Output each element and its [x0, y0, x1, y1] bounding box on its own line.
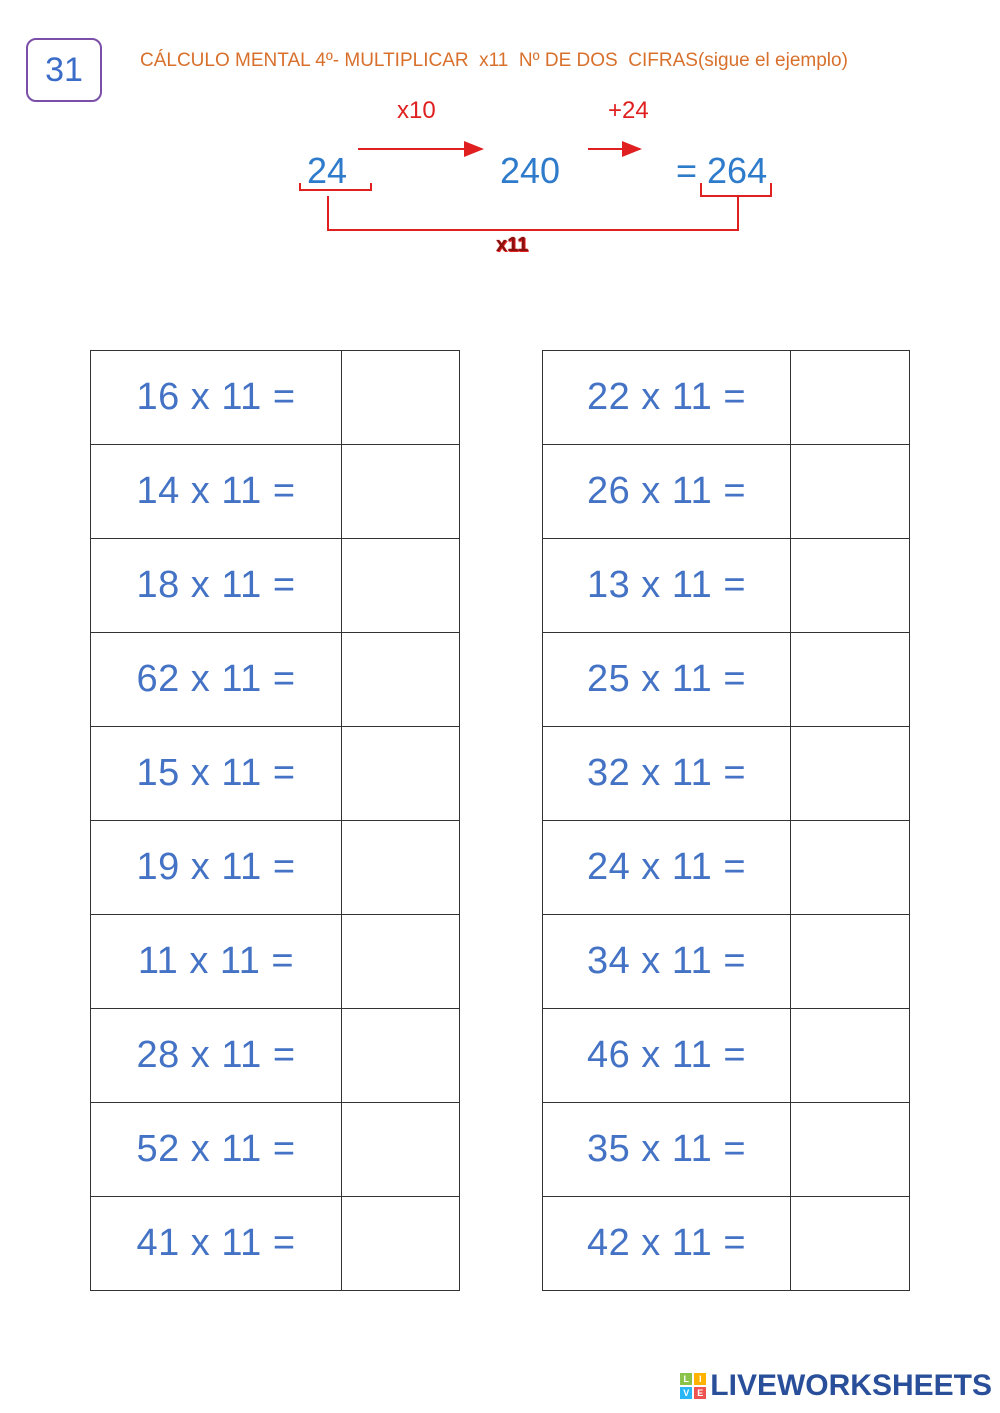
- left-question: 14 x 11 =: [91, 445, 342, 539]
- right-question: 22 x 11 =: [543, 351, 791, 445]
- table-row: [91, 445, 460, 539]
- left-question: 62 x 11 =: [91, 633, 342, 727]
- example-step2-label: +24: [608, 97, 649, 124]
- right-answer-box[interactable]: [791, 727, 909, 820]
- right-answer-cell[interactable]: [791, 445, 910, 539]
- table-row: [543, 445, 910, 539]
- right-answer-box[interactable]: [791, 539, 909, 632]
- example-diagram: [0, 0, 1000, 300]
- left-answer-cell[interactable]: [342, 539, 460, 633]
- left-question: 19 x 11 =: [91, 821, 342, 915]
- right-exercise-table: [542, 350, 910, 1291]
- left-answer-box[interactable]: [342, 351, 459, 444]
- table-row: [91, 351, 460, 445]
- left-question: 41 x 11 =: [91, 1197, 342, 1291]
- left-answer-cell[interactable]: [342, 633, 460, 727]
- left-answer-box[interactable]: [342, 1197, 459, 1290]
- table-row: [543, 633, 910, 727]
- table-row: [91, 727, 460, 821]
- example-overall-label: x11: [496, 234, 529, 256]
- table-row: [543, 727, 910, 821]
- right-answer-box[interactable]: [791, 633, 909, 726]
- table-row: [91, 539, 460, 633]
- left-answer-box[interactable]: [342, 539, 459, 632]
- right-answer-cell[interactable]: [791, 633, 910, 727]
- left-answer-cell[interactable]: [342, 1009, 460, 1103]
- right-question: 25 x 11 =: [543, 633, 791, 727]
- right-answer-box[interactable]: [791, 445, 909, 538]
- right-question: 32 x 11 =: [543, 727, 791, 821]
- example-start: 24: [307, 150, 348, 191]
- page-number: 31: [45, 50, 83, 89]
- table-row: [543, 539, 910, 633]
- left-answer-box[interactable]: [342, 727, 459, 820]
- right-question: 13 x 11 =: [543, 539, 791, 633]
- example-result: = 264: [676, 150, 768, 191]
- right-answer-box[interactable]: [791, 915, 909, 1008]
- table-row: [543, 1197, 910, 1291]
- table-row: [91, 821, 460, 915]
- left-answer-cell[interactable]: [342, 821, 460, 915]
- left-answer-cell[interactable]: [342, 1197, 460, 1291]
- right-answer-cell[interactable]: [791, 821, 910, 915]
- left-answer-box[interactable]: [342, 445, 459, 538]
- worksheet-title: CÁLCULO MENTAL 4º- MULTIPLICAR x11 Nº DE DOS CIFRAS(sigue el ejemplo): [140, 50, 848, 71]
- left-answer-box[interactable]: [342, 915, 459, 1008]
- left-answer-cell[interactable]: [342, 727, 460, 821]
- right-answer-cell[interactable]: [791, 727, 910, 821]
- right-question: 24 x 11 =: [543, 821, 791, 915]
- right-answer-box[interactable]: [791, 351, 909, 444]
- left-exercise-table: [90, 350, 460, 1291]
- left-question: 16 x 11 =: [91, 351, 342, 445]
- right-question: 26 x 11 =: [543, 445, 791, 539]
- right-answer-box[interactable]: [791, 1103, 909, 1196]
- right-answer-cell[interactable]: [791, 351, 910, 445]
- table-row: [91, 633, 460, 727]
- table-row: [543, 915, 910, 1009]
- logo-icon: L I V E: [680, 1373, 706, 1399]
- left-question: 11 x 11 =: [91, 915, 342, 1009]
- table-row: [543, 1009, 910, 1103]
- left-question: 28 x 11 =: [91, 1009, 342, 1103]
- table-row: [91, 1197, 460, 1291]
- right-answer-cell[interactable]: [791, 1009, 910, 1103]
- left-question: 15 x 11 =: [91, 727, 342, 821]
- right-question: 34 x 11 =: [543, 915, 791, 1009]
- right-question: 46 x 11 =: [543, 1009, 791, 1103]
- logo-text: LIVEWORKSHEETS: [710, 1369, 992, 1402]
- right-answer-cell[interactable]: [791, 1103, 910, 1197]
- right-question: 35 x 11 =: [543, 1103, 791, 1197]
- right-answer-cell[interactable]: [791, 915, 910, 1009]
- right-answer-box[interactable]: [791, 1197, 909, 1290]
- table-row: [91, 1009, 460, 1103]
- right-answer-cell[interactable]: [791, 1197, 910, 1291]
- right-answer-box[interactable]: [791, 1009, 909, 1102]
- left-question: 52 x 11 =: [91, 1103, 342, 1197]
- left-answer-cell[interactable]: [342, 1103, 460, 1197]
- right-answer-cell[interactable]: [791, 539, 910, 633]
- table-row: [91, 915, 460, 1009]
- right-answer-box[interactable]: [791, 821, 909, 914]
- left-question: 18 x 11 =: [91, 539, 342, 633]
- table-row: [543, 821, 910, 915]
- table-row: [543, 351, 910, 445]
- bracket-x11: [328, 196, 738, 230]
- example-middle: 240: [500, 150, 561, 191]
- liveworksheets-logo: [680, 1369, 992, 1403]
- left-answer-box[interactable]: [342, 1009, 459, 1102]
- example-step1-label: x10: [397, 97, 436, 124]
- table-row: [91, 1103, 460, 1197]
- left-answer-cell[interactable]: [342, 351, 460, 445]
- right-question: 42 x 11 =: [543, 1197, 791, 1291]
- left-answer-box[interactable]: [342, 821, 459, 914]
- left-answer-cell[interactable]: [342, 445, 460, 539]
- left-answer-box[interactable]: [342, 633, 459, 726]
- left-answer-cell[interactable]: [342, 915, 460, 1009]
- table-row: [543, 1103, 910, 1197]
- left-answer-box[interactable]: [342, 1103, 459, 1196]
